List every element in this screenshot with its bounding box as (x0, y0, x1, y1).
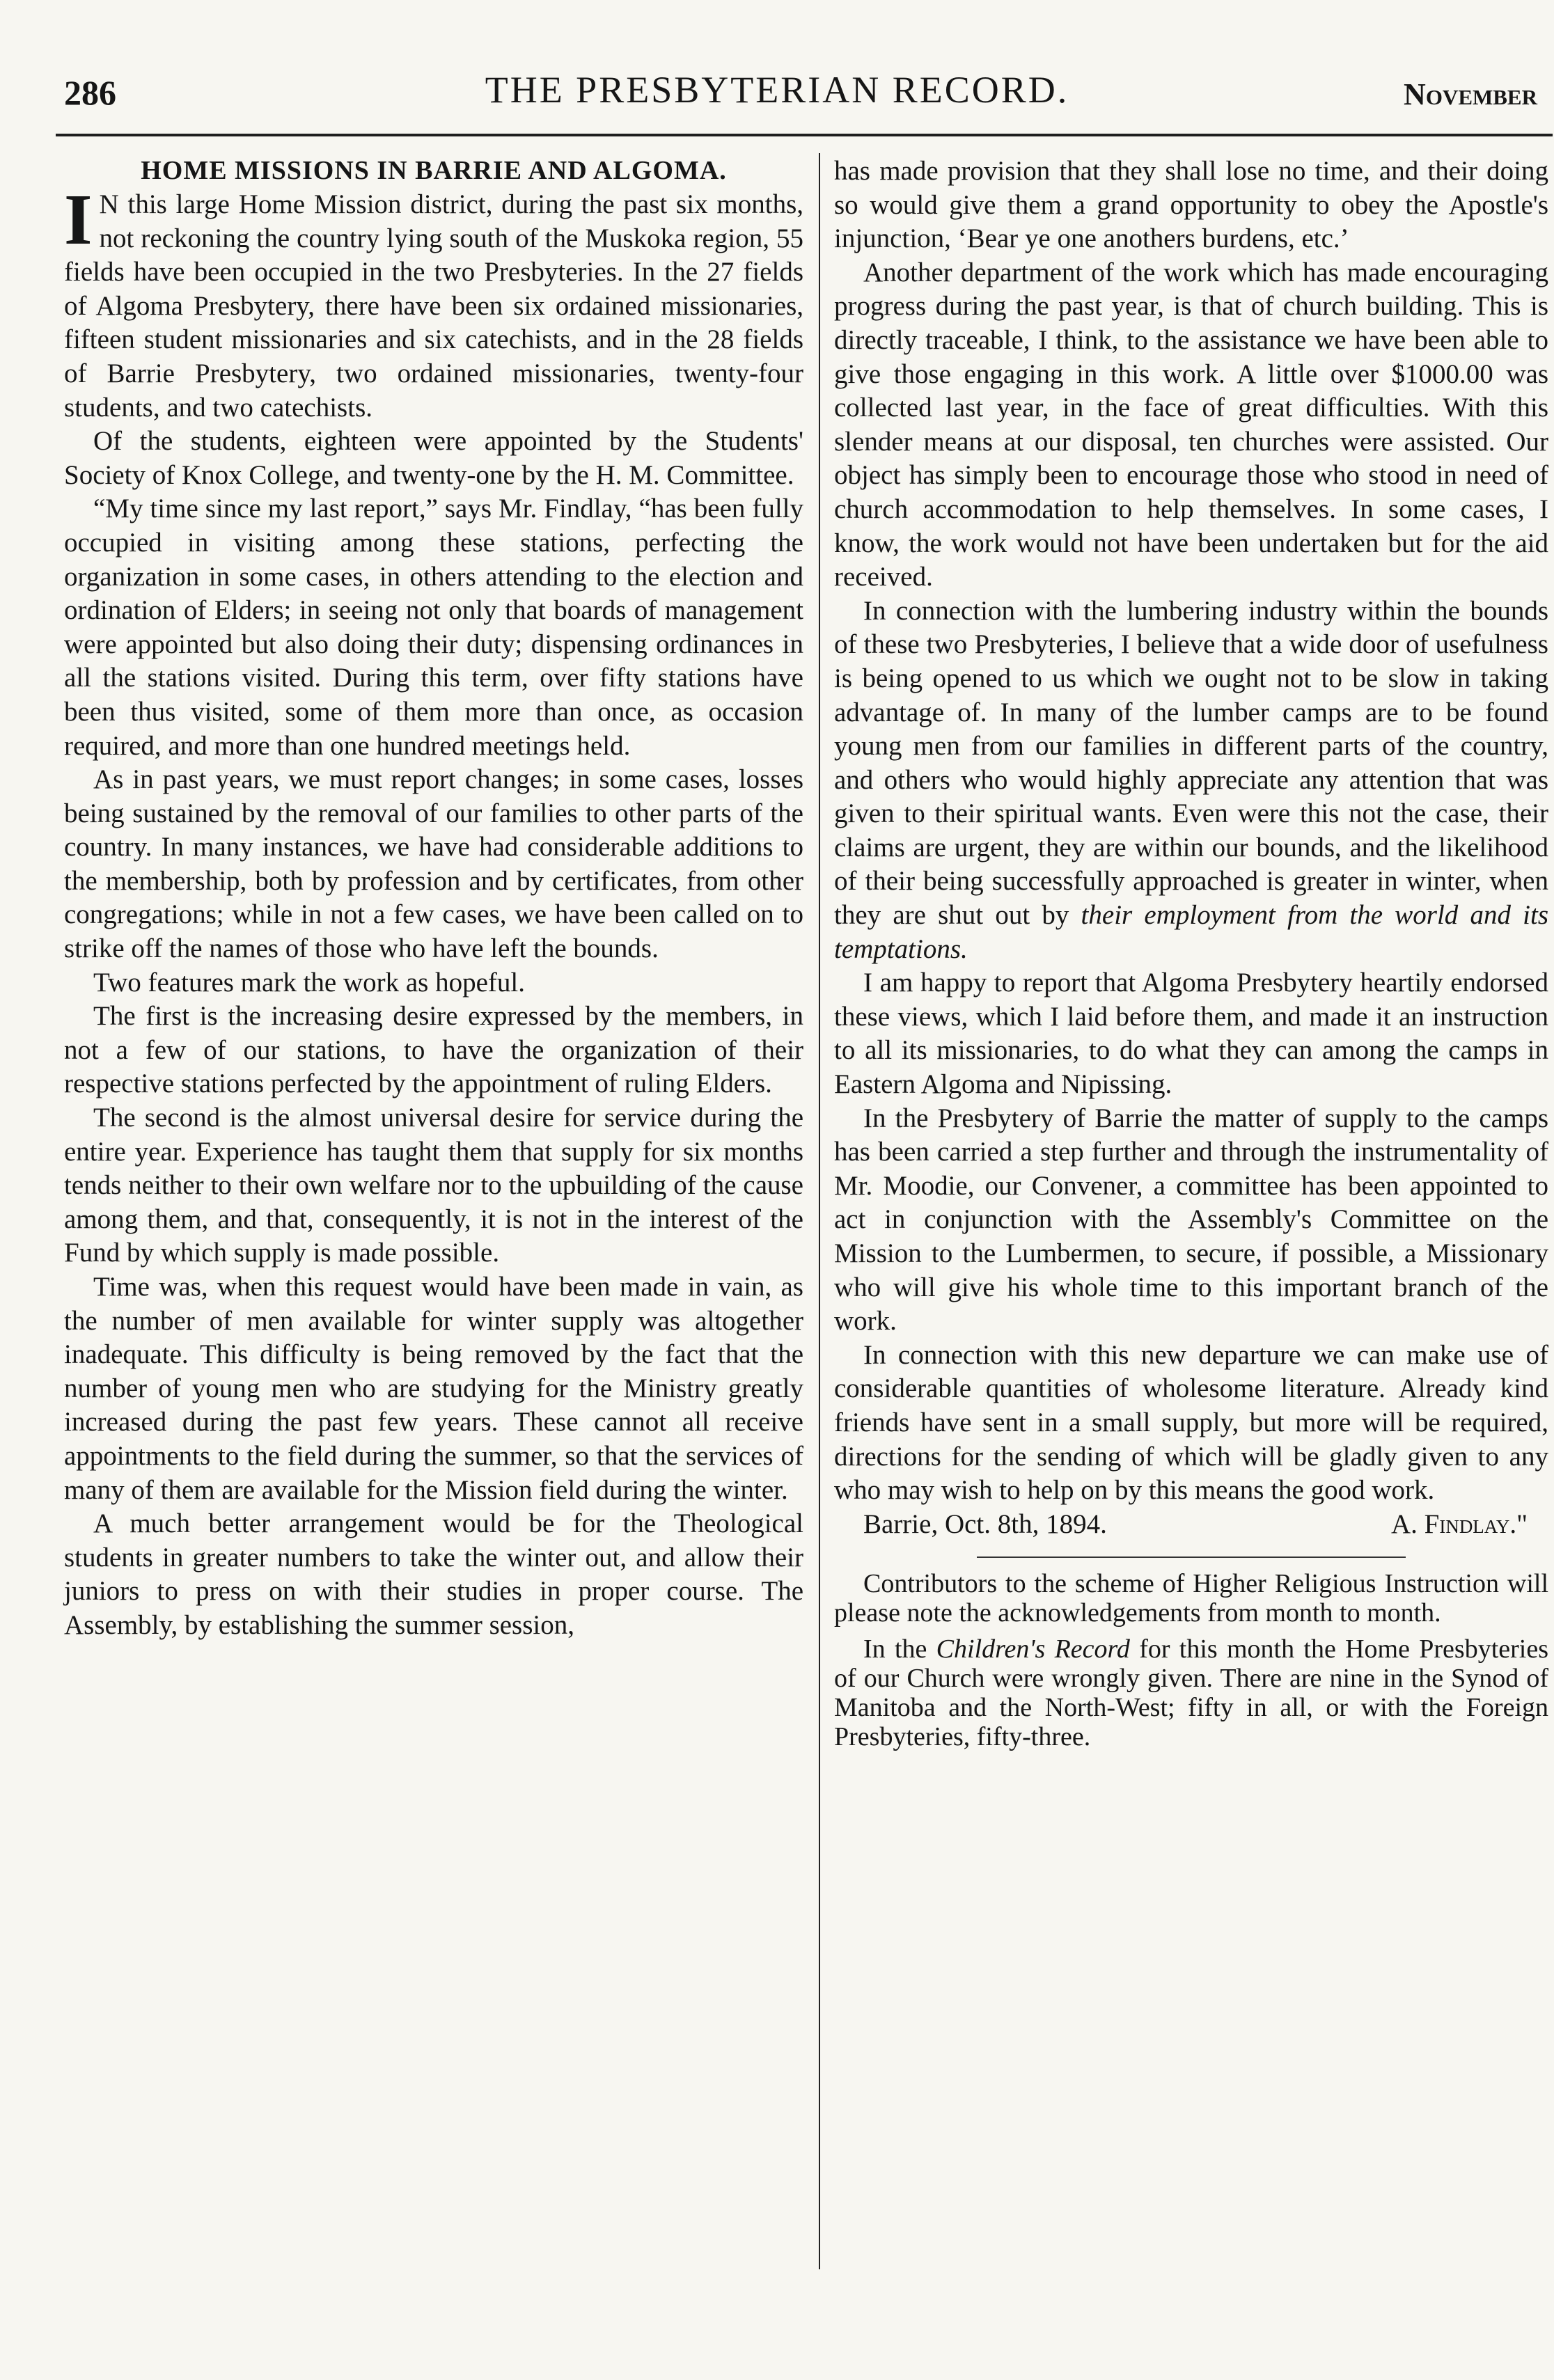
article-paragraph: The second is the almost universal desire for service during the entire year. Experience has taught them that supply for six months tends neither to their own welfare nor to the upbuilding of the cause among them, and that, consequently, it is not in the interest of the Fund by which supply is made possible. (64, 1103, 803, 1268)
signature-line (834, 1508, 1548, 1542)
page-header (0, 0, 1554, 146)
right-column (834, 155, 1548, 1751)
left-column (64, 155, 803, 1643)
issue-month: November (1404, 77, 1537, 111)
article-paragraph: Another department of the work which has made encouraging progress during the past year, is that of church building. This is directly traceable, I think, to the assistance we have been able to give those engaging in this work. A little over $1000.00 was collected last year, in the face of great difficulties. With this slender means at our disposal, ten churches were assisted. Our object has simply been to encourage those who stood in need of church accommodation to help themselves. In some cases, I know, the work would not have been undertaken but for the aid received. (834, 257, 1548, 592)
article-paragraph: Of the students, eighteen were appointed by the Students' Society of Knox College, and twenty-one by the H. M. Committee. (64, 426, 803, 490)
article-paragraph: I N this large Home Mission district, during the past six months, not reckoning the country lying south of the Muskoka region, 55 fields have been occupied in the two Presbyteries. In the 27 fields of Algoma Presbytery, there have been six ordained missionaries, fifteen student missionaries and six catechists, and in the 28 fields of Barrie Presbytery, two ordained missionaries, twenty-four students, and two catechists. (64, 180, 803, 423)
column-divider (819, 153, 820, 2269)
drop-cap: I (64, 180, 93, 260)
article-paragraph: I am happy to report that Algoma Presbytery heartily endorsed these views, which I laid before them, and made it an instruction to all its missionaries, to do what they can among the camps in Eastern Algoma and Nipissing. (834, 968, 1548, 1100)
article-paragraph: In the Presbytery of Barrie the matter of supply to the camps has been carried a step further and through the instrumentality of Mr. Moodie, our Convener, a committee has been appointed to act in conjunction with the Assembly's Committee on the Mission to the Lumbermen, to secure, if possible, a Missionary who will give his whole time to this important branch of the work. (834, 1103, 1548, 1337)
article-paragraph: The first is the increasing desire expressed by the members, in not a few of our stations, to have the organization of their respective stations perfected by the appointment of ruling Elders. (64, 1001, 803, 1099)
article-paragraph: Two features mark the work as hopeful. (93, 967, 525, 998)
notice-childrens-record: In the Children's Record for this month the Home Presbyteries of our Church were wrongly given. There are nine in the Synod of Manitoba and the North-West; fifty in all, or with the Foreign Presbyteries, fifty-three. (834, 1634, 1548, 1752)
notice-rule (977, 1557, 1406, 1558)
article-headline: HOME MISSIONS IN BARRIE AND ALGOMA. (141, 156, 727, 185)
article-paragraph: Time was, when this request would have been made in vain, as the number of men available for winter supply was altogether inadequate. This difficulty is being removed by the fact that the number of young men who are studying for the Ministry greatly increased during the past few years. These cannot all receive appointments to the field during the summer, so that the services of many of them are available for the Mission field during the winter. (64, 1272, 803, 1505)
article-paragraph: In connection with the lumbering industry within the bounds of these two Presbyteries, I believe that a wide door of usefulness is being opened to us which we ought not to be slow in taking advantage of. In many of the lumber camps are to be found young men from our families in different parts of the country, and others who would highly appreciate any attention that was given to their spiritual wants. Even were this not the case, their claims are urgent, they are within our bounds, and the likelihood of their being successfully approached is greater in winter, when they are shut out by their employment from the world and its temptations. (834, 595, 1549, 964)
signature-name: A. Findlay." (1390, 1508, 1528, 1539)
running-title: THE PRESBYTERIAN RECORD. (485, 69, 1069, 111)
article-paragraph: As in past years, we must report changes; in some cases, losses being sustained by the removal of our families to other parts of the country. In many instances, we have had considerable additions to the membership, both by profession and by certificates, from other congregations; while in not a few cases, we have been called on to strike off the names of those who have left the bounds. (64, 764, 803, 964)
article-paragraph: A much better arrangement would be for the Theological students in greater numbers to take the winter out, and allow their juniors to press on with their studies in proper course. The Assembly, by establishing the summer session, (64, 1508, 803, 1640)
signature-place-date: Barrie, Oct. 8th, 1894. (863, 1508, 1107, 1539)
notice-contributors: Contributors to the scheme of Higher Religious Instruction will please note the acknowledgements from month to month. (834, 1569, 1548, 1628)
page-number: 286 (64, 73, 116, 112)
article-paragraph: In connection with this new departure we can make use of considerable quantities of wholesome literature. Already kind friends have sent in a small supply, but more will be required, directions for the sending of which will be gladly given to any who may wish to help on by this means the good work. (834, 1339, 1548, 1506)
article-paragraph: has made provision that they shall lose no time, and their doing so would give them a grand opportunity to obey the Apostle's injunction, ‘Bear ye one anothers burdens, etc.’ (834, 156, 1548, 254)
header-rule (56, 134, 1553, 136)
article-paragraph: “My time since my last report,” says Mr. Findlay, “has been fully occupied in visiting among these stations, perfecting the organization in some cases, in others attending to the election and ordination of Elders; in seeing not only that boards of management were appointed but also doing their duty; dispensing ordinances in all the stations visited. During this term, over fifty stations have been thus visited, some of them more than once, as occasion required, and more than one hundred meetings held. (64, 494, 803, 761)
